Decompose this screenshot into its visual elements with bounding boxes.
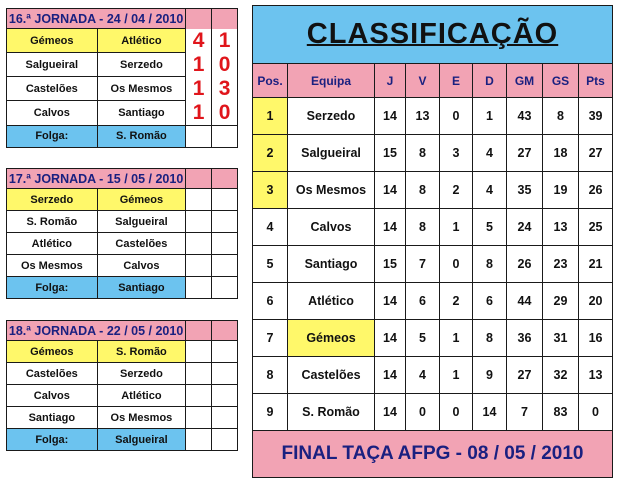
standings-wins-cell: 6 <box>406 283 440 320</box>
standings-table <box>252 5 613 478</box>
col-header-played: J <box>375 64 406 98</box>
standings-played-cell: 14 <box>375 172 406 209</box>
table-row <box>253 135 613 172</box>
match-away-team: Gémeos <box>97 189 186 211</box>
standings-points-cell: 16 <box>579 320 613 357</box>
away-score: 1 <box>212 29 238 53</box>
standings-goals-for-cell: 43 <box>507 98 543 135</box>
col-header-team: Equipa <box>288 64 375 98</box>
jornada-18-table <box>6 320 238 451</box>
standings-goals-for-cell: 35 <box>507 172 543 209</box>
standings-played-cell: 14 <box>375 98 406 135</box>
folga-label: Folga: <box>7 277 98 299</box>
standings-pos-cell: 2 <box>253 135 288 172</box>
match-away-team: Salgueiral <box>97 211 186 233</box>
standings-title: CLASSIFICAÇÃO <box>253 6 613 64</box>
match-home-team: Salgueiral <box>7 53 98 77</box>
standings-goals-for-cell: 24 <box>507 209 543 246</box>
match-away-team: Atlético <box>97 29 186 53</box>
standings-pos-cell: 7 <box>253 320 288 357</box>
table-row <box>253 394 613 431</box>
standings-wins-cell: 4 <box>406 357 440 394</box>
match-home-team: Calvos <box>7 385 98 407</box>
standings-pos-cell: 5 <box>253 246 288 283</box>
match-away-team: Santiago <box>97 101 186 126</box>
standings-goals-for-cell: 36 <box>507 320 543 357</box>
standings-goals-against-cell: 13 <box>543 209 579 246</box>
match-home-team: Gémeos <box>7 341 98 363</box>
standings-goals-against-cell: 18 <box>543 135 579 172</box>
standings-losses-cell: 14 <box>473 394 507 431</box>
home-score: 1 <box>186 101 212 126</box>
standings-pos-cell: 1 <box>253 98 288 135</box>
home-score: 4 <box>186 29 212 53</box>
col-header-losses: D <box>473 64 507 98</box>
away-score: 0 <box>212 53 238 77</box>
standings-goals-for-cell: 27 <box>507 135 543 172</box>
standings-wins-cell: 8 <box>406 135 440 172</box>
standings-wins-cell: 7 <box>406 246 440 283</box>
folga-team: S. Romão <box>97 125 186 147</box>
standings-points-cell: 21 <box>579 246 613 283</box>
standings-draws-cell: 2 <box>440 283 473 320</box>
away-score: 0 <box>212 101 238 126</box>
standings-pos-cell: 6 <box>253 283 288 320</box>
match-away-team: Castelões <box>97 233 186 255</box>
home-score: 1 <box>186 53 212 77</box>
jornada-17-title: 17.ª JORNADA - 15 / 05 / 2010 <box>7 169 186 189</box>
standings-goals-against-cell: 29 <box>543 283 579 320</box>
match-home-team: Castelões <box>7 77 98 101</box>
standings-pos-cell: 9 <box>253 394 288 431</box>
standings-points-cell: 0 <box>579 394 613 431</box>
standings-team-cell: Atlético <box>288 283 375 320</box>
standings-wins-cell: 8 <box>406 209 440 246</box>
standings-team-cell: Castelões <box>288 357 375 394</box>
standings-points-cell: 13 <box>579 357 613 394</box>
standings-goals-for-cell: 27 <box>507 357 543 394</box>
match-home-team: Calvos <box>7 101 98 126</box>
standings-goals-for-cell: 26 <box>507 246 543 283</box>
standings-team-cell: Salgueiral <box>288 135 375 172</box>
standings-wins-cell: 13 <box>406 98 440 135</box>
standings-goals-for-cell: 7 <box>507 394 543 431</box>
standings-wins-cell: 0 <box>406 394 440 431</box>
standings-draws-cell: 1 <box>440 209 473 246</box>
col-header-goals-against: GS <box>543 64 579 98</box>
standings-pos-cell: 8 <box>253 357 288 394</box>
jornada-18-title: 18.ª JORNADA - 22 / 05 / 2010 <box>7 321 186 341</box>
col-header-pos: Pos. <box>253 64 288 98</box>
final-taca-banner: FINAL TAÇA AFPG - 08 / 05 / 2010 <box>253 431 613 478</box>
match-away-team: S. Romão <box>97 341 186 363</box>
standings-played-cell: 14 <box>375 283 406 320</box>
standings-goals-against-cell: 31 <box>543 320 579 357</box>
table-row <box>253 283 613 320</box>
folga-label: Folga: <box>7 125 98 147</box>
standings-draws-cell: 0 <box>440 394 473 431</box>
folga-label: Folga: <box>7 429 98 451</box>
standings-goals-against-cell: 19 <box>543 172 579 209</box>
match-home-team: Santiago <box>7 407 98 429</box>
standings-losses-cell: 8 <box>473 246 507 283</box>
standings-losses-cell: 4 <box>473 135 507 172</box>
jornada-16-table <box>6 8 238 148</box>
away-score: 3 <box>212 77 238 101</box>
standings-points-cell: 26 <box>579 172 613 209</box>
jornada-17-table <box>6 168 238 299</box>
table-row <box>253 98 613 135</box>
jornada-16-title: 16.ª JORNADA - 24 / 04 / 2010 <box>7 9 186 29</box>
match-away-team: Os Mesmos <box>97 77 186 101</box>
standings-played-cell: 14 <box>375 357 406 394</box>
table-row <box>253 357 613 394</box>
standings-played-cell: 15 <box>375 246 406 283</box>
standings-played-cell: 14 <box>375 320 406 357</box>
standings-pos-cell: 4 <box>253 209 288 246</box>
standings-team-cell: Santiago <box>288 246 375 283</box>
match-away-team: Atlético <box>97 385 186 407</box>
standings-points-cell: 39 <box>579 98 613 135</box>
match-home-team: Serzedo <box>7 189 98 211</box>
standings-played-cell: 15 <box>375 135 406 172</box>
standings-draws-cell: 1 <box>440 357 473 394</box>
col-header-goals-for: GM <box>507 64 543 98</box>
standings-points-cell: 27 <box>579 135 613 172</box>
standings-team-cell: S. Romão <box>288 394 375 431</box>
standings-team-cell: Calvos <box>288 209 375 246</box>
match-away-team: Os Mesmos <box>97 407 186 429</box>
standings-played-cell: 14 <box>375 209 406 246</box>
col-header-draws: E <box>440 64 473 98</box>
standings-wins-cell: 8 <box>406 172 440 209</box>
standings-goals-against-cell: 83 <box>543 394 579 431</box>
folga-team: Salgueiral <box>97 429 186 451</box>
standings-pos-cell: 3 <box>253 172 288 209</box>
match-home-team: Os Mesmos <box>7 255 98 277</box>
standings-goals-against-cell: 23 <box>543 246 579 283</box>
standings-points-cell: 20 <box>579 283 613 320</box>
standings-goals-against-cell: 32 <box>543 357 579 394</box>
col-header-wins: V <box>406 64 440 98</box>
table-row <box>253 246 613 283</box>
match-home-team: Atlético <box>7 233 98 255</box>
standings-goals-against-cell: 8 <box>543 98 579 135</box>
standings-draws-cell: 2 <box>440 172 473 209</box>
standings-draws-cell: 0 <box>440 98 473 135</box>
standings-losses-cell: 4 <box>473 172 507 209</box>
match-home-team: Castelões <box>7 363 98 385</box>
col-header-points: Pts <box>579 64 613 98</box>
standings-team-cell: Os Mesmos <box>288 172 375 209</box>
match-away-team: Serzedo <box>97 53 186 77</box>
table-row <box>253 172 613 209</box>
standings-draws-cell: 3 <box>440 135 473 172</box>
standings-losses-cell: 1 <box>473 98 507 135</box>
standings-points-cell: 25 <box>579 209 613 246</box>
standings-losses-cell: 6 <box>473 283 507 320</box>
standings-played-cell: 14 <box>375 394 406 431</box>
home-score: 1 <box>186 77 212 101</box>
standings-draws-cell: 1 <box>440 320 473 357</box>
match-away-team: Serzedo <box>97 363 186 385</box>
table-row <box>253 209 613 246</box>
standings-losses-cell: 5 <box>473 209 507 246</box>
standings-header-row <box>253 64 613 98</box>
match-home-team: S. Romão <box>7 211 98 233</box>
standings-losses-cell: 9 <box>473 357 507 394</box>
standings-losses-cell: 8 <box>473 320 507 357</box>
folga-team: Santiago <box>97 277 186 299</box>
standings-draws-cell: 0 <box>440 246 473 283</box>
standings-team-cell: Gémeos <box>288 320 375 357</box>
table-row <box>253 320 613 357</box>
standings-team-cell: Serzedo <box>288 98 375 135</box>
standings-goals-for-cell: 44 <box>507 283 543 320</box>
match-away-team: Calvos <box>97 255 186 277</box>
match-home-team: Gémeos <box>7 29 98 53</box>
standings-wins-cell: 5 <box>406 320 440 357</box>
